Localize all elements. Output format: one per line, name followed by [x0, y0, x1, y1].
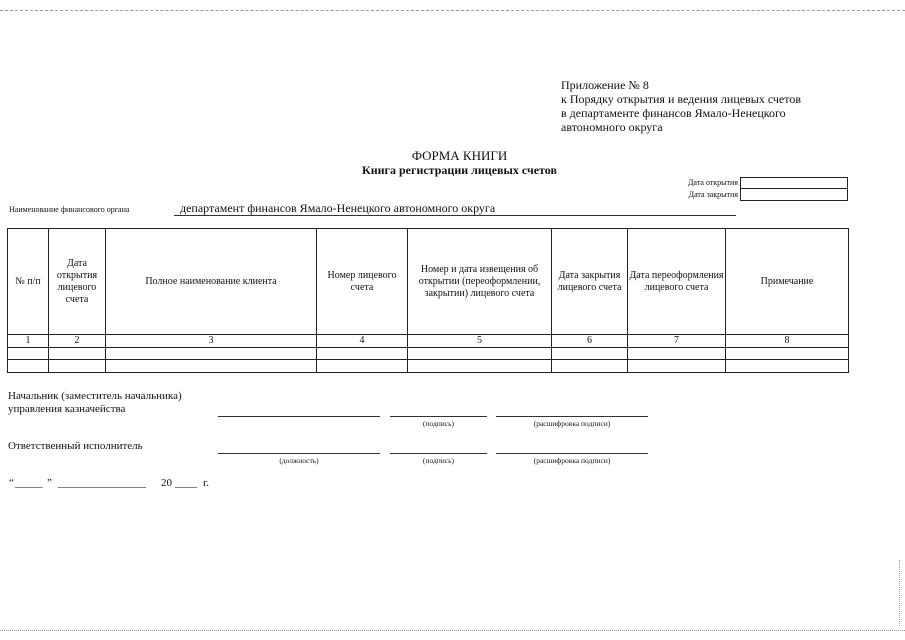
header-cell-notice: Номер и дата извещения об открытии (переоформлении, закрытии) лицевого счета — [408, 229, 552, 335]
header-cell-open-date: Дата открытия лицевого счета — [49, 229, 106, 335]
appendix-line-2: к Порядку открытия и ведения лицевых счетов — [561, 92, 802, 106]
head-title-line-2: управления казначейства — [8, 403, 126, 415]
table-cell[interactable] — [726, 360, 849, 373]
head-signature-line[interactable] — [390, 416, 487, 417]
column-number: 8 — [726, 335, 849, 348]
date-year-blank[interactable]: ____ — [175, 477, 197, 489]
close-date-label: Дата закрытия — [688, 190, 738, 199]
head-title-line-1: Начальник (заместитель начальника) — [8, 390, 182, 402]
close-date-row — [600, 189, 850, 201]
table-cell[interactable] — [628, 360, 726, 373]
table-cell[interactable] — [628, 348, 726, 360]
executor-title: Ответственный исполнитель — [8, 440, 143, 452]
table-cell[interactable] — [726, 348, 849, 360]
organ-label: Наименование финансового органа — [9, 205, 130, 214]
organ-value: департамент финансов Ямало-Ненецкого автономного округа — [180, 201, 496, 215]
header-cell-note: Примечание — [726, 229, 849, 335]
column-number: 5 — [408, 335, 552, 348]
table-cell[interactable] — [552, 348, 628, 360]
header-row — [8, 229, 849, 335]
table-row — [8, 348, 849, 360]
column-number: 6 — [552, 335, 628, 348]
table-cell[interactable] — [106, 360, 317, 373]
date-open-quote: “ — [9, 477, 14, 489]
form-title: ФОРМА КНИГИ — [411, 148, 508, 163]
table-cell[interactable] — [106, 348, 317, 360]
table-cell[interactable] — [8, 348, 49, 360]
appendix-line-3: в департаменте финансов Ямало-Ненецкого — [561, 106, 786, 120]
head-decoding-caption: (расшифровка подписи) — [533, 419, 611, 428]
open-date-field[interactable] — [740, 177, 848, 189]
head-decoding-line[interactable] — [496, 416, 648, 417]
table-cell[interactable] — [8, 360, 49, 373]
executor-position-caption: (должность) — [279, 456, 319, 465]
page-right-edge — [899, 560, 900, 626]
executor-signature-caption: (подпись) — [422, 456, 455, 465]
column-number: 1 — [8, 335, 49, 348]
header-cell-close-date: Дата закрытия лицевого счета — [552, 229, 628, 335]
column-number: 7 — [628, 335, 726, 348]
close-date-field[interactable] — [740, 189, 848, 201]
table-cell[interactable] — [49, 348, 106, 360]
column-number: 2 — [49, 335, 106, 348]
appendix-number: Приложение № 8 — [561, 78, 649, 92]
page-top-edge — [0, 10, 905, 11]
executor-decoding-caption: (расшифровка подписи) — [533, 456, 611, 465]
date-year-prefix: 20 — [161, 477, 172, 489]
header-cell-number: № п/п — [8, 229, 49, 335]
book-title: Книга регистрации лицевых счетов — [362, 163, 557, 177]
header-cell-account-number: Номер лицевого счета — [317, 229, 408, 335]
date-year-suffix: г. — [203, 477, 210, 489]
executor-signature-line[interactable] — [390, 453, 487, 454]
table-row — [8, 360, 849, 373]
table-cell[interactable] — [317, 348, 408, 360]
column-number: 3 — [106, 335, 317, 348]
header-cell-client-name: Полное наименование клиента — [106, 229, 317, 335]
column-number-row — [8, 335, 849, 348]
head-position-line[interactable] — [218, 416, 380, 417]
head-signature-caption: (подпись) — [422, 419, 455, 428]
page-bottom-edge — [0, 630, 905, 631]
table-cell[interactable] — [408, 348, 552, 360]
executor-decoding-line[interactable] — [496, 453, 648, 454]
column-number: 4 — [317, 335, 408, 348]
dates-block — [600, 177, 850, 201]
open-date-label: Дата открытия — [687, 178, 738, 187]
date-close-quote: ” — [47, 477, 52, 489]
register-table — [7, 228, 849, 373]
executor-position-line[interactable] — [218, 453, 380, 454]
table-cell[interactable] — [552, 360, 628, 373]
appendix-block — [561, 78, 801, 134]
table-cell[interactable] — [408, 360, 552, 373]
date-day-blank[interactable]: _____ — [15, 477, 43, 489]
header-cell-reissue-date: Дата переоформления лицевого счета — [628, 229, 726, 335]
open-date-row — [600, 177, 850, 189]
appendix-line-4: автономного округа — [561, 120, 663, 134]
date-month-blank[interactable]: ________________ — [58, 477, 146, 489]
table-cell[interactable] — [49, 360, 106, 373]
table-cell[interactable] — [317, 360, 408, 373]
organ-underline — [174, 215, 736, 216]
